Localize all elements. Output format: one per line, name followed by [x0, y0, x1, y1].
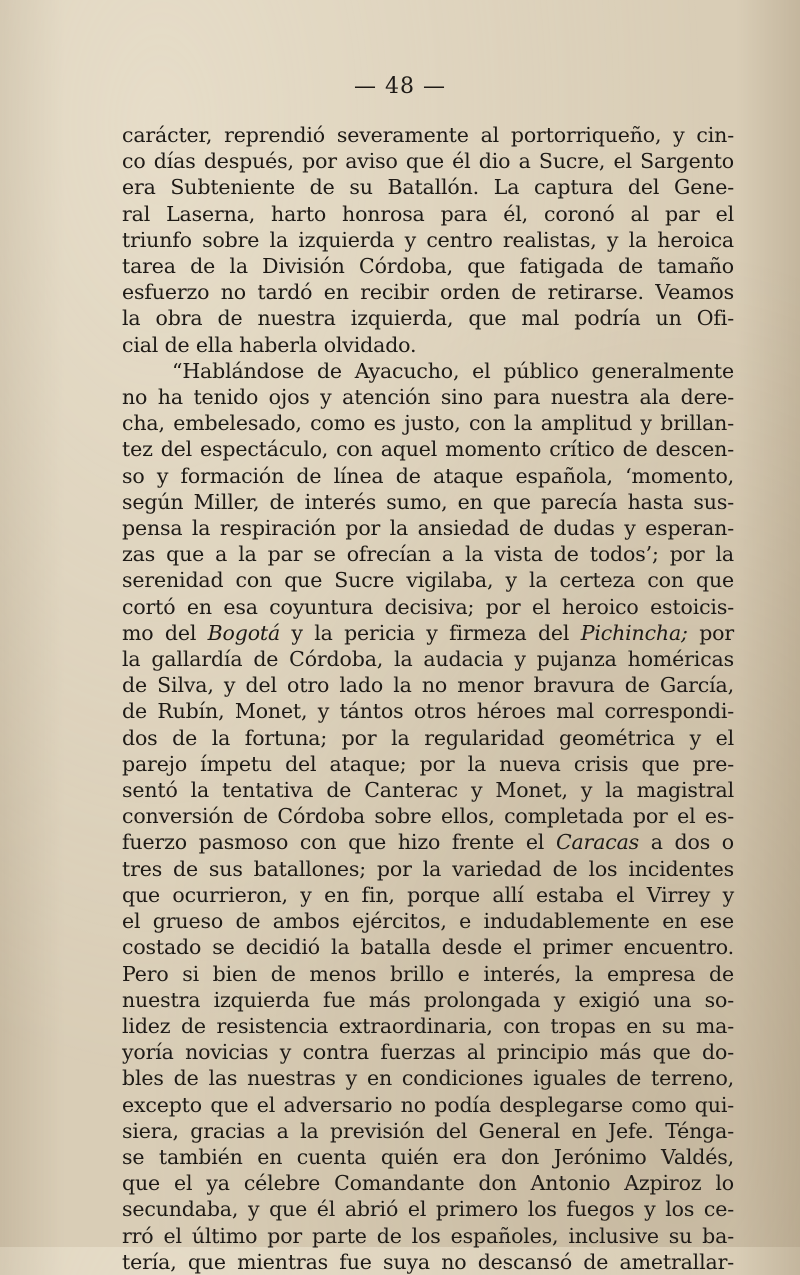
text-line: [122, 174, 734, 200]
italic-title: Pichincha;: [580, 620, 688, 645]
text-run: esfuerzo no tardó en recibir orden de retirarse. Veamos: [122, 280, 734, 305]
text-run: dos de la fortuna; por la regularidad geométrica y el: [122, 725, 734, 750]
text-line: [122, 201, 734, 227]
text-run: a dos o: [639, 830, 735, 855]
text-line: [122, 1118, 734, 1144]
text-run: secundaba, y que él abrió el primero los fuegos y los ce-: [122, 1197, 734, 1222]
text-run: cha, embelesado, como es justo, con la amplitud y brillan-: [122, 411, 734, 436]
text-run: costado se decidió la batalla desde el primer encuentro.: [122, 935, 734, 960]
text-run: conversión de Córdoba sobre ellos, completada por el es-: [122, 804, 734, 829]
text-run: “Hablándose de Ayacucho, el público generalmente: [172, 358, 734, 383]
text-run: so y formación de línea de ataque española, ‘momento,: [122, 463, 734, 488]
italic-title: Caracas: [555, 830, 640, 855]
text-run: que el ya célebre Comandante don Antonio Azpiroz lo: [122, 1171, 734, 1196]
text-line: [122, 1039, 734, 1065]
text-line: [122, 410, 734, 436]
text-line: [122, 882, 734, 908]
text-line: [122, 777, 734, 803]
text-run: yoría novicias y contra fuerzas al principio más que do-: [122, 1040, 734, 1065]
text-run: mo del: [122, 620, 208, 645]
text-run: tarea de la División Córdoba, que fatigada de tamaño: [122, 254, 734, 279]
text-run: Pero si bien de menos brillo e interés, la empresa de: [122, 961, 734, 986]
text-run: la gallardía de Córdoba, la audacia y pujanza homéricas: [122, 647, 734, 672]
text-line: [122, 987, 734, 1013]
text-run: sentó la tentativa de Canterac y Monet, y la magistral: [122, 778, 734, 803]
text-line: [122, 829, 734, 855]
text-line: [122, 358, 734, 384]
text-line: [122, 620, 734, 646]
text-line: [122, 489, 734, 515]
text-run: tería, que mientras fue suya no descansó de ametrallar-: [122, 1249, 734, 1274]
text-line: [122, 698, 734, 724]
text-run: carácter, reprendió severamente al portorriqueño, y cin-: [122, 123, 734, 147]
text-line: [122, 594, 734, 620]
text-run: bles de las nuestras y en condiciones iguales de terreno,: [122, 1066, 734, 1091]
text-run: cial de ella haberla olvidado.: [122, 332, 417, 357]
text-line: [122, 515, 734, 541]
text-run: que ocurrieron, y en fin, porque allí estaba el Virrey y: [122, 882, 734, 907]
text-line: [122, 856, 734, 882]
text-line: [122, 279, 734, 305]
text-line: [122, 725, 734, 751]
text-run: la obra de nuestra izquierda, que mal podría un Ofi-: [122, 306, 734, 331]
italic-title: Bogotá: [207, 620, 281, 645]
text-line: [122, 436, 734, 462]
text-run: co días después, por aviso que él dio a Sucre, el Sargento: [122, 149, 734, 174]
text-line: [122, 751, 734, 777]
text-run: de Rubín, Monet, y tántos otros héroes mal correspondi-: [122, 699, 734, 724]
text-line: [122, 1144, 734, 1170]
text-run: zas que a la par se ofrecían a la vista de todos’; por la: [122, 542, 734, 567]
text-line: [122, 305, 734, 331]
text-run: fuerzo pasmoso con que hizo frente el: [122, 830, 556, 855]
text-line: [122, 908, 734, 934]
text-line: [122, 541, 734, 567]
text-run: según Miller, de interés sumo, en que parecía hasta sus-: [122, 489, 734, 514]
body-text: [122, 122, 734, 1275]
text-run: rró el último por parte de los españoles, inclusive su ba-: [122, 1223, 734, 1248]
text-line: [122, 1065, 734, 1091]
text-line: [122, 1092, 734, 1118]
text-run: excepto que el adversario no podía desplegarse como qui-: [122, 1092, 734, 1117]
text-line: [122, 934, 734, 960]
text-line: [122, 567, 734, 593]
text-run: se también en cuenta quién era don Jerónimo Valdés,: [122, 1144, 734, 1169]
text-run: de Silva, y del otro lado la no menor bravura de García,: [122, 673, 734, 698]
text-run: no ha tenido ojos y atención sino para nuestra ala dere-: [122, 385, 734, 410]
text-line: [122, 332, 734, 358]
text-run: lidez de resistencia extraordinaria, con tropas en su ma-: [122, 1013, 734, 1038]
text-run: y la pericia y firmeza del: [280, 620, 581, 645]
text-line: [122, 961, 734, 987]
text-line: [122, 672, 734, 698]
text-line: [122, 1249, 734, 1275]
text-line: [122, 1013, 734, 1039]
text-run: parejo ímpetu del ataque; por la nueva crisis que pre-: [122, 751, 734, 776]
text-line: [122, 148, 734, 174]
text-run: nuestra izquierda fue más prolongada y exigió una so-: [122, 987, 734, 1012]
text-run: cortó en esa coyuntura decisiva; por el heroico estoicis-: [122, 594, 734, 619]
text-run: tez del espectáculo, con aquel momento crítico de descen-: [122, 437, 734, 462]
text-line: [122, 1196, 734, 1222]
text-run: tres de sus batallones; por la variedad de los incidentes: [122, 856, 734, 881]
text-run: triunfo sobre la izquierda y centro realistas, y la heroica: [122, 227, 734, 252]
page-number: — 48 —: [354, 74, 446, 99]
text-run: era Subteniente de su Batallón. La captura del Gene-: [122, 175, 734, 200]
text-run: ral Laserna, harto honrosa para él, coronó al par el: [122, 201, 734, 226]
text-line: [122, 1170, 734, 1196]
text-line: [122, 227, 734, 253]
text-run: el grueso de ambos ejércitos, e indudablemente en ese: [122, 909, 734, 934]
text-run: serenidad con que Sucre vigilaba, y la certeza con que: [122, 568, 734, 593]
text-run: siera, gracias a la previsión del General en Jefe. Ténga-: [122, 1118, 734, 1143]
text-line: [122, 384, 734, 410]
text-line: [122, 803, 734, 829]
text-run: por: [687, 620, 735, 645]
text-line: [122, 1223, 734, 1249]
text-line: [122, 463, 734, 489]
text-line: [122, 122, 734, 148]
text-line: [122, 646, 734, 672]
text-line: [122, 253, 734, 279]
text-run: pensa la respiración por la ansiedad de dudas y esperan-: [122, 516, 734, 541]
